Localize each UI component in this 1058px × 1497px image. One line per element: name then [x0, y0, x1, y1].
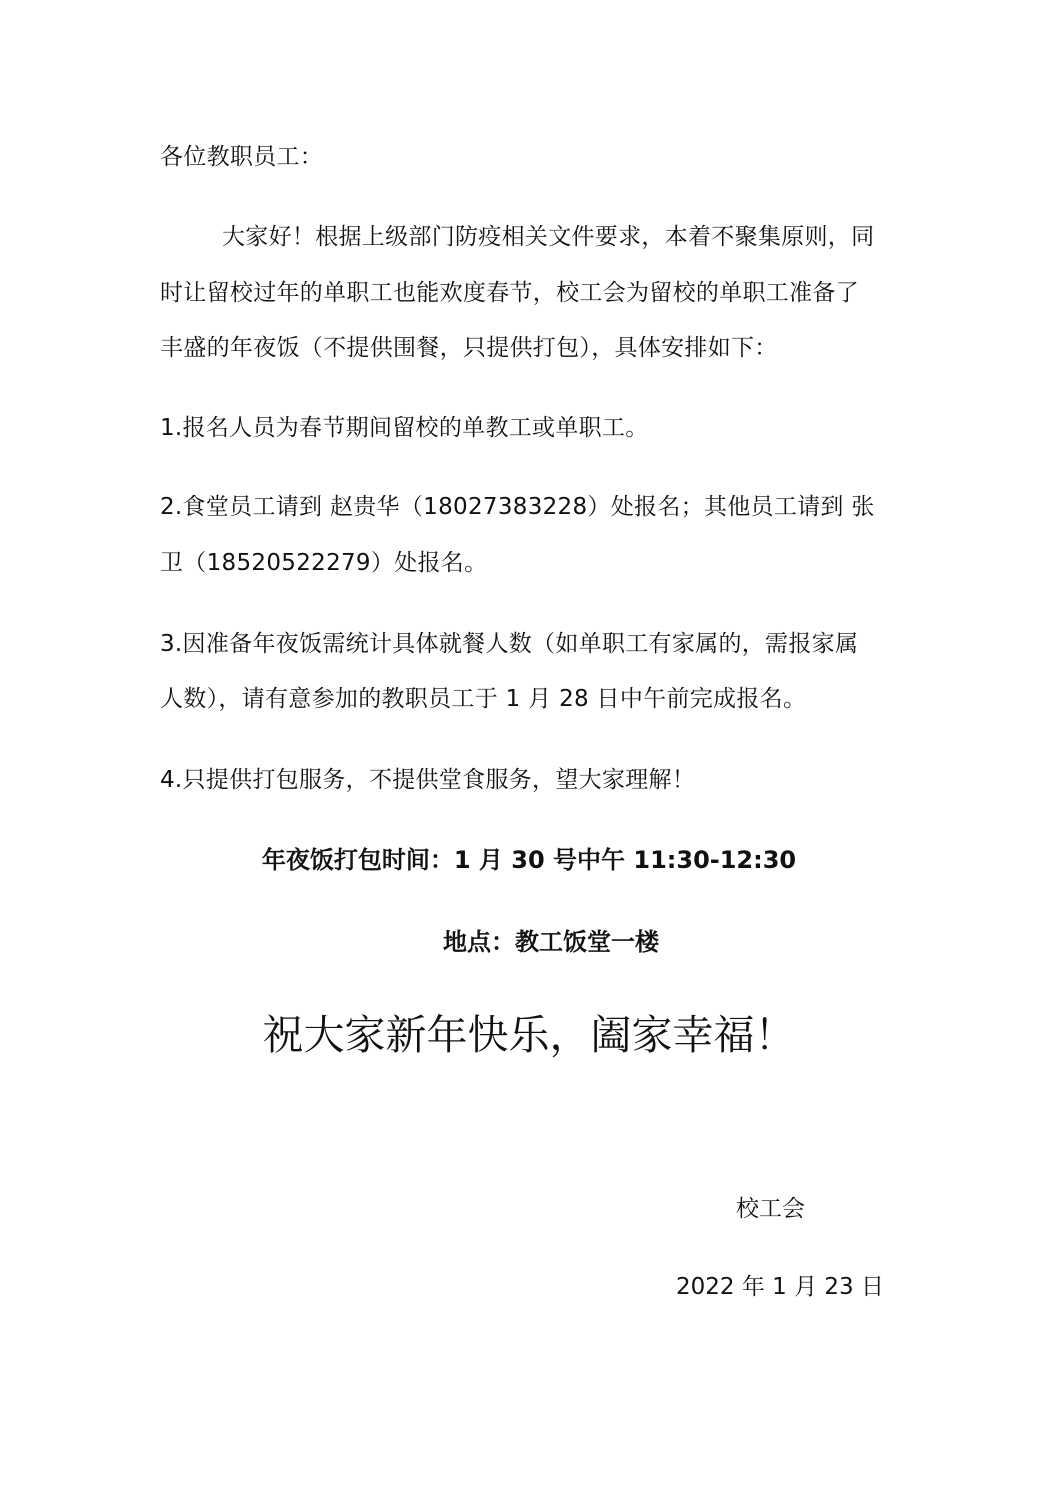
new-year-greeting: 祝大家新年快乐，阖家幸福！	[262, 1011, 796, 1059]
item-2-line-1: 2.食堂员工请到 赵贵华（18027383228）处报名；其他员工请到 张	[160, 494, 875, 520]
notice-date: 2022 年 1 月 23 日	[676, 1274, 884, 1300]
item-3-line-1: 3.因准备年夜饭需统计具体就餐人数（如单职工有家属的，需报家属	[160, 631, 859, 657]
salutation: 各位教职员工：	[160, 144, 324, 170]
signature: 校工会	[736, 1196, 805, 1222]
pickup-time: 年夜饭打包时间：1 月 30 号中午 11:30-12:30	[261, 846, 797, 874]
intro-line-3: 丰盛的年夜饭（不提供围餐，只提供打包），具体安排如下：	[160, 335, 778, 361]
pickup-location: 地点：教工饭堂一楼	[443, 928, 659, 956]
item-3-line-2: 人数），请有意参加的教职员工于 1 月 28 日中午前完成报名。	[160, 686, 807, 712]
item-4: 4.只提供打包服务，不提供堂食服务，望大家理解！	[160, 767, 696, 793]
item-2-line-2: 卫（18520522279）处报名。	[160, 550, 488, 576]
intro-line-2: 时让留校过年的单职工也能欢度春节，校工会为留校的单职工准备了	[160, 280, 859, 306]
item-1: 1.报名人员为春节期间留校的单教工或单职工。	[160, 415, 649, 441]
intro-line-1: 大家好！根据上级部门防疫相关文件要求，本着不聚集原则，同	[222, 224, 875, 250]
